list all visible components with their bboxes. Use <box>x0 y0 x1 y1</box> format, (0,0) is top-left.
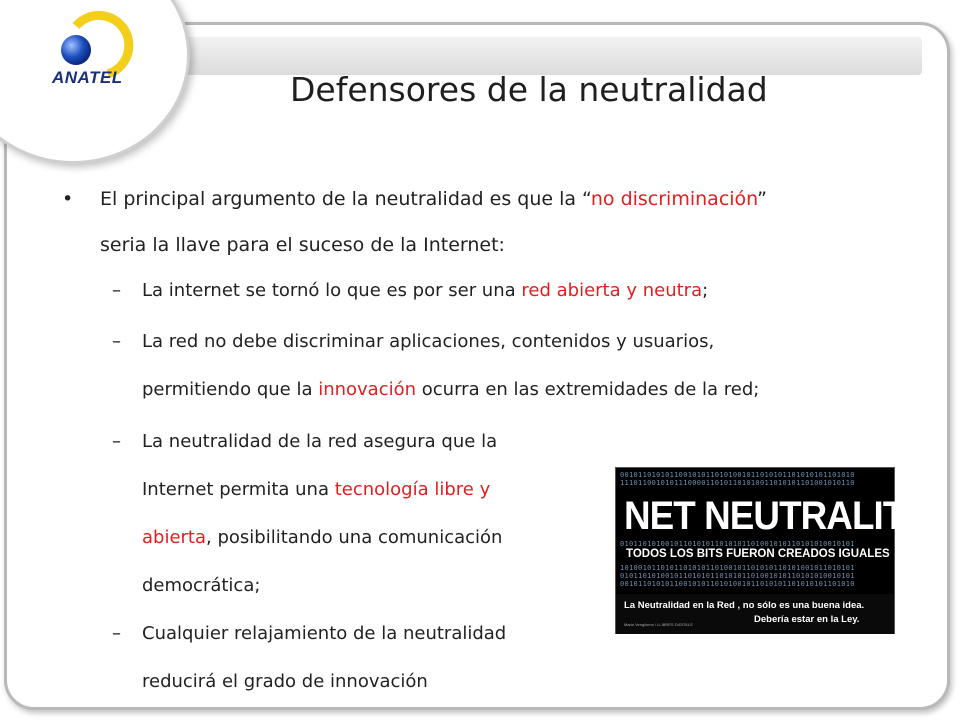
sub-dash: – <box>112 331 121 352</box>
binary-row: 1110110010101110000110101101010011010101101001010110 <box>620 479 855 487</box>
sub-item-4-text: Cualquier relajamiento de la neutralidad reducirá el grado de innovación <box>142 623 507 692</box>
net-neutrality-subheadline: TODOS LOS BITS FUERON CREADOS IGUALES <box>626 548 890 560</box>
sub-item-2-text: La red no debe discriminar aplicaciones, contenidos y usuarios, permitiendo que la innovación ocurra en las extremidades de la red; <box>142 331 760 400</box>
net-neutrality-image <box>615 467 929 634</box>
net-neutrality-headline: NET NEUTRALITY <box>624 490 865 542</box>
binary-row: 0101101010010110101011010101101001010110101010010101 <box>620 572 855 580</box>
binary-row: 0101101010010110101011010101101001010110101010010101 <box>620 540 855 548</box>
main-bullet-text <box>100 176 850 268</box>
main-bullet-line2: seria la llave para el suceso de la Internet: <box>100 234 505 256</box>
binary-row: 1010010110101101010110100101101010110101001011010101 <box>620 564 855 572</box>
bullet-marker: • <box>62 188 74 210</box>
sub-dash: – <box>112 280 121 301</box>
main-bullet-line1: El principal argumento de la neutralidad es que la “no discriminación” <box>100 188 768 210</box>
binary-row: 0010110101011001010110101001011010101101010101101010 <box>620 580 855 588</box>
image-credit: Mario Vengilomo / LLIBRES DIGITALS <box>624 622 693 627</box>
sub-dash: – <box>112 431 121 452</box>
logo-text: ANATEL <box>52 68 123 87</box>
slide-title: Defensores de la neutralidad <box>290 70 768 109</box>
image-caption-2: Debería estar en la Ley. <box>754 614 860 625</box>
sub-dash: – <box>112 623 121 644</box>
sub-item-3-text: La neutralidad de la red asegura que la Internet permita una tecnología libre y abierta, posibilitando una comunicación democrática; <box>142 431 503 596</box>
image-caption-1: La Neutralidad en la Red , no sólo es una buena idea. <box>624 600 865 611</box>
sub-item-1-text: La internet se tornó lo que es por ser una red abierta y neutra; <box>142 280 709 301</box>
binary-row: 0010110101011001010110101001011010101101010101101010 <box>620 471 855 479</box>
